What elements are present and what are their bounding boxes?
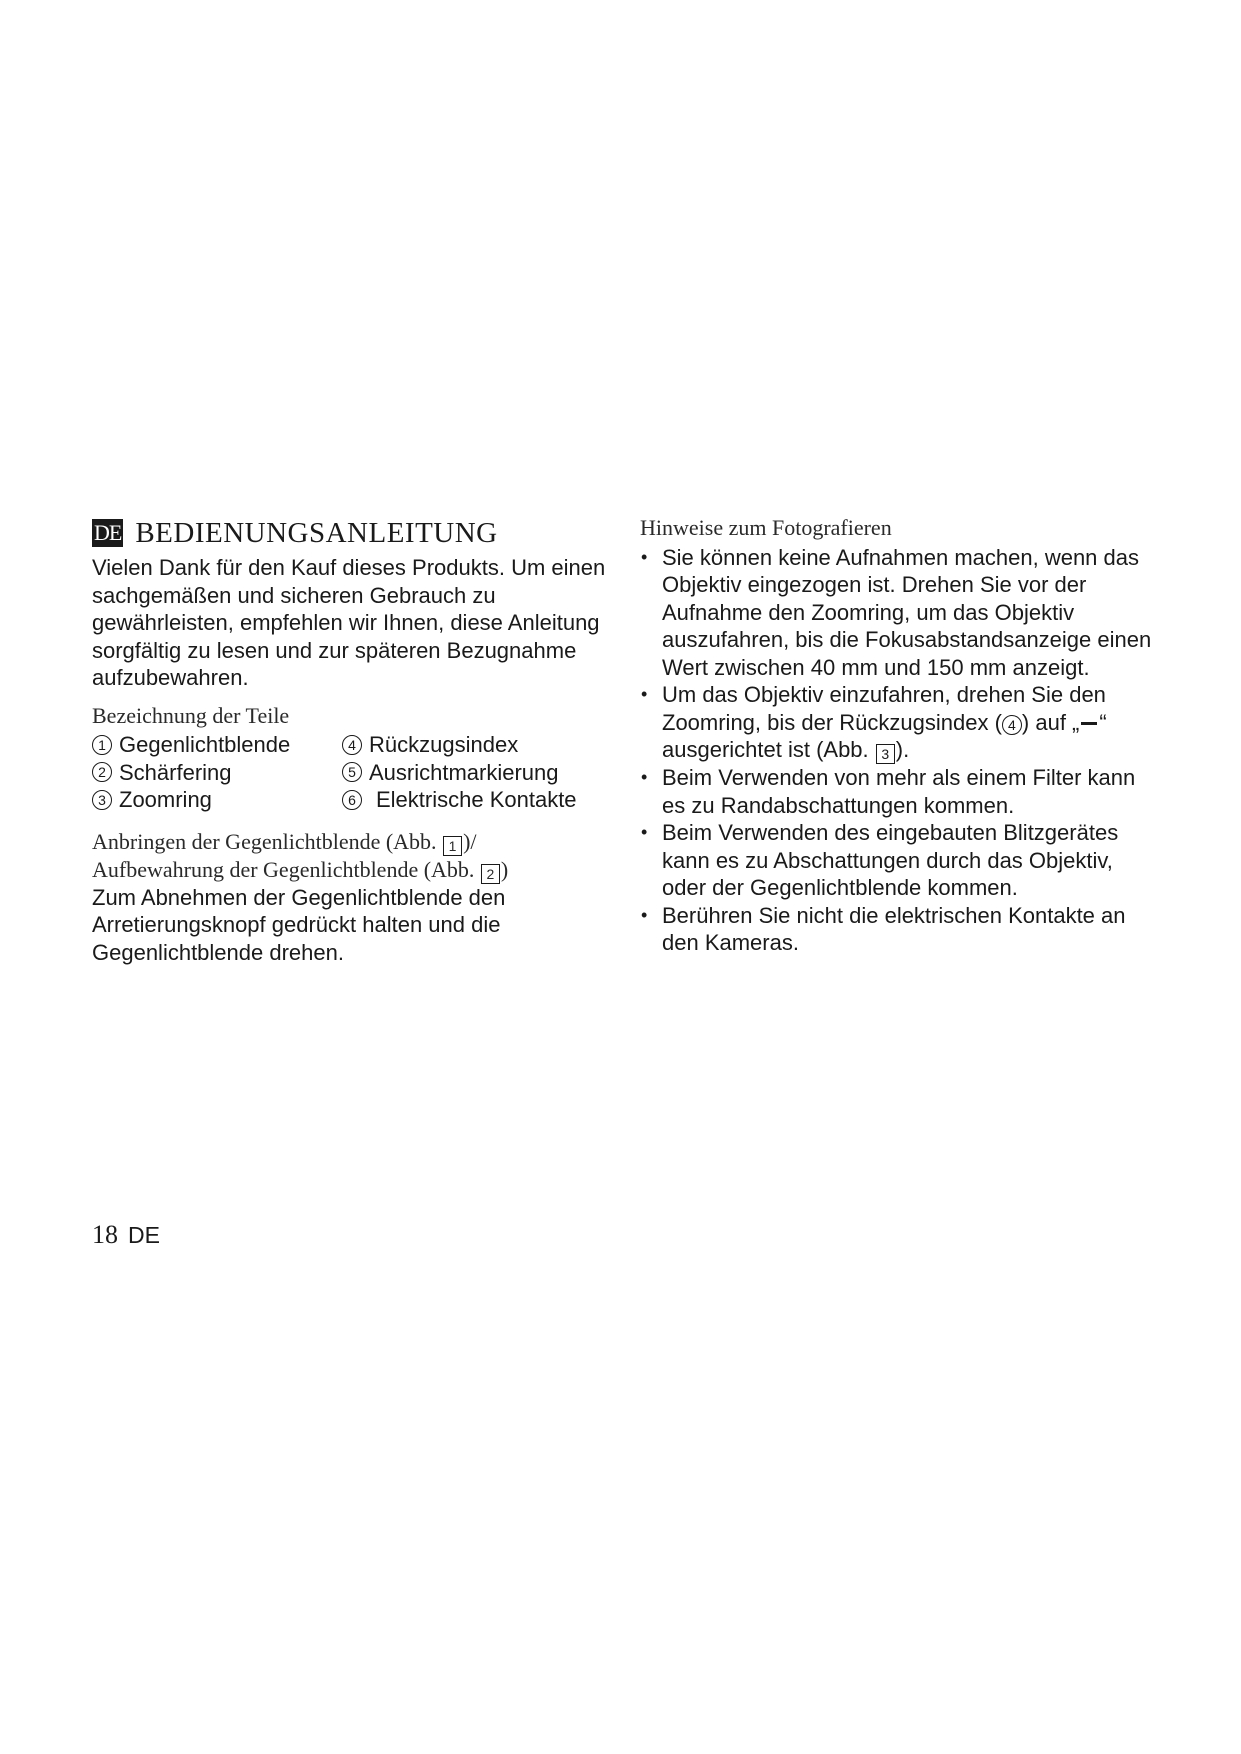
circled-number: 6 [342,790,362,810]
parts-heading: Bezeichnung der Teile [92,702,290,728]
part-label: Schärfering [119,759,232,785]
circled-number: 4 [342,735,362,755]
figure-ref-box: 2 [481,864,500,884]
right-column [640,514,1160,957]
part-item [342,759,602,787]
title-row [92,514,612,552]
part-item [342,731,602,759]
figure-ref-box: 1 [443,836,462,856]
list-item: • Sie können keine Aufnahmen machen, wenn das Objektiv eingezogen ist. Drehen Sie vor der Aufnahme den Zoomring, um das Objektiv auszufahren, bis die Fokusabstandsanzeige einen Wert zwischen 40 mm und 150 mm anzeigt. [641,544,1152,680]
part-label: Rückzugsindex [369,732,519,757]
notes-heading: Hinweise zum Fotografieren [640,515,892,540]
left-column [92,514,612,966]
page-language: DE [128,1222,160,1248]
circled-number: 1 [92,735,112,755]
intro-paragraph: Vielen Dank für den Kauf dieses Produkts. Um einen sachgemäßen und sicheren Gebrauch zu gewährleisten, empfehlen wir Ihnen, diese Anleitung sorgfältig zu lesen und zur späteren Bezugnahme aufzubewahren. [92,555,606,690]
list-item: • Beim Verwenden von mehr als einem Filter kann es zu Randabschattungen kommen. [641,765,1136,818]
bullet-icon: • [641,546,648,567]
part-label: Zoomring [119,787,212,812]
part-label: Elektrische Kontakte [376,787,577,812]
page-footer [92,1220,160,1250]
attach-heading-line2: Aufbewahrung der Gegenlichtblende (Abb. 2 ) [92,856,509,882]
part-item [92,759,342,787]
list-item: • Beim Verwenden des eingebauten Blitzgerätes kann es zu Abschattungen durch das Objektiv, oder der Gegenlichtblende kommen. [641,820,1119,900]
list-item: • Um das Objektiv einzufahren, drehen Sie den Zoomring, bis der Rückzugsindex ( 4 ) auf „ “ ausgerichtet ist (Abb. 3 ). [641,682,1107,762]
attach-body: Zum Abnehmen der Gegenlichtblende den Arretierungsknopf gedrückt halten und die Gegenlichtblende drehen. [92,884,506,965]
bullet-icon: • [641,822,648,842]
part-item [92,786,342,814]
part-item [342,786,602,814]
circled-number: 2 [92,762,112,782]
bullet-icon: • [641,767,648,787]
language-badge: DE [94,520,122,545]
parts-list [92,731,612,814]
bullet-icon: • [641,904,648,925]
part-item [92,731,342,759]
bullet-icon: • [641,684,648,704]
part-label: Gegenlichtblende [119,732,291,757]
page-title: BEDIENUNGSANLEITUNG [135,516,498,549]
circled-number: 3 [92,790,112,810]
retract-symbol-icon [1081,722,1097,725]
part-label: Ausrichtmarkierung [369,759,559,785]
figure-ref-box: 3 [876,744,895,764]
circled-number: 5 [342,762,362,782]
attach-heading-line1: Anbringen der Gegenlichtblende (Abb. 1 )/ [92,828,477,854]
attach-heading [92,828,612,884]
page-number: 18 [92,1220,118,1249]
list-item: • Berühren Sie nicht die elektrischen Kontakte an den Kameras. [641,902,1126,955]
circled-number: 4 [1002,715,1022,735]
notes-list [640,544,1160,957]
